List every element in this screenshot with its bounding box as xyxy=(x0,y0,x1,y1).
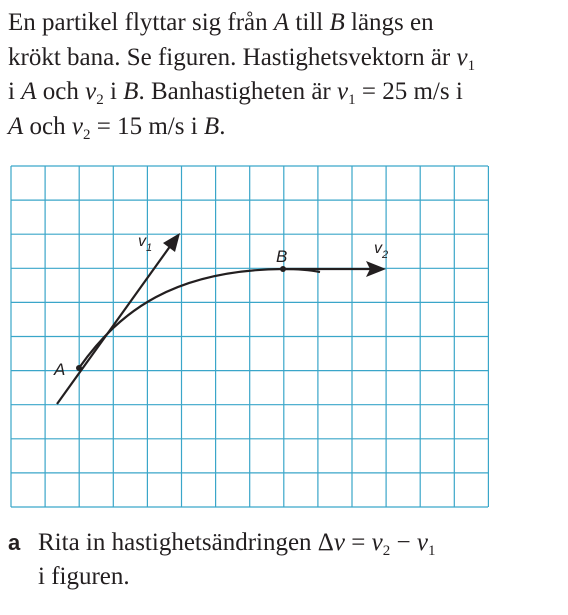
subscript: 2 xyxy=(382,543,391,559)
minus: − xyxy=(390,529,417,556)
point-a xyxy=(76,365,82,371)
text: En partikel flyttar sig från xyxy=(8,9,268,36)
v1-symbol: v xyxy=(456,43,468,71)
label-a: A xyxy=(54,360,66,379)
equals: = xyxy=(345,529,372,556)
point-b-ref: B xyxy=(203,112,220,140)
v2-letter: v xyxy=(374,240,382,257)
text: längs en xyxy=(351,9,434,36)
v1-sub: 1 xyxy=(146,242,153,254)
v1-value: = 25 m/s i xyxy=(361,78,463,105)
task-line-2: i figuren. xyxy=(38,563,130,590)
task-text: Rita in hastighetsändringen Δ xyxy=(38,529,334,556)
point-a-ref: A xyxy=(21,78,37,105)
text: i xyxy=(8,78,15,105)
text: krökt bana. Se figuren. Hastighetsvektorn är xyxy=(8,43,451,71)
subscript: 1 xyxy=(427,543,436,559)
v1-letter: v xyxy=(138,233,146,250)
v1-vector-line xyxy=(57,238,176,404)
text: och xyxy=(29,112,66,140)
subscript: 2 xyxy=(83,126,91,143)
point-b-ref: B xyxy=(329,9,345,36)
label-v1 xyxy=(138,233,152,254)
text: . xyxy=(219,112,226,140)
task-letter: a xyxy=(8,530,21,555)
task-line-1 xyxy=(8,526,564,560)
text: . Banhastigheten är xyxy=(138,78,331,105)
task-a xyxy=(8,526,564,594)
text: i xyxy=(109,78,117,105)
point-a-ref: A xyxy=(273,9,290,36)
v-symbol: v xyxy=(333,529,345,556)
v2-symbol: v xyxy=(371,529,383,556)
point-a-ref: A xyxy=(8,112,24,140)
v2-value: = 15 m/s i xyxy=(96,112,198,140)
v1-arrowhead xyxy=(163,233,180,252)
subscript: 1 xyxy=(348,92,356,108)
v1-symbol: v xyxy=(416,529,428,556)
v2-symbol: v xyxy=(71,112,83,140)
v2-symbol: v xyxy=(85,78,97,105)
subscript: 1 xyxy=(467,57,476,74)
text: och xyxy=(42,78,79,105)
v1-symbol: v xyxy=(337,78,349,105)
v2-sub: 2 xyxy=(382,249,389,261)
label-b: B xyxy=(276,247,288,266)
point-b-ref: B xyxy=(123,78,139,105)
point-b xyxy=(280,266,286,272)
grid xyxy=(11,166,488,507)
text: till xyxy=(295,9,324,36)
subscript: 2 xyxy=(96,92,104,108)
